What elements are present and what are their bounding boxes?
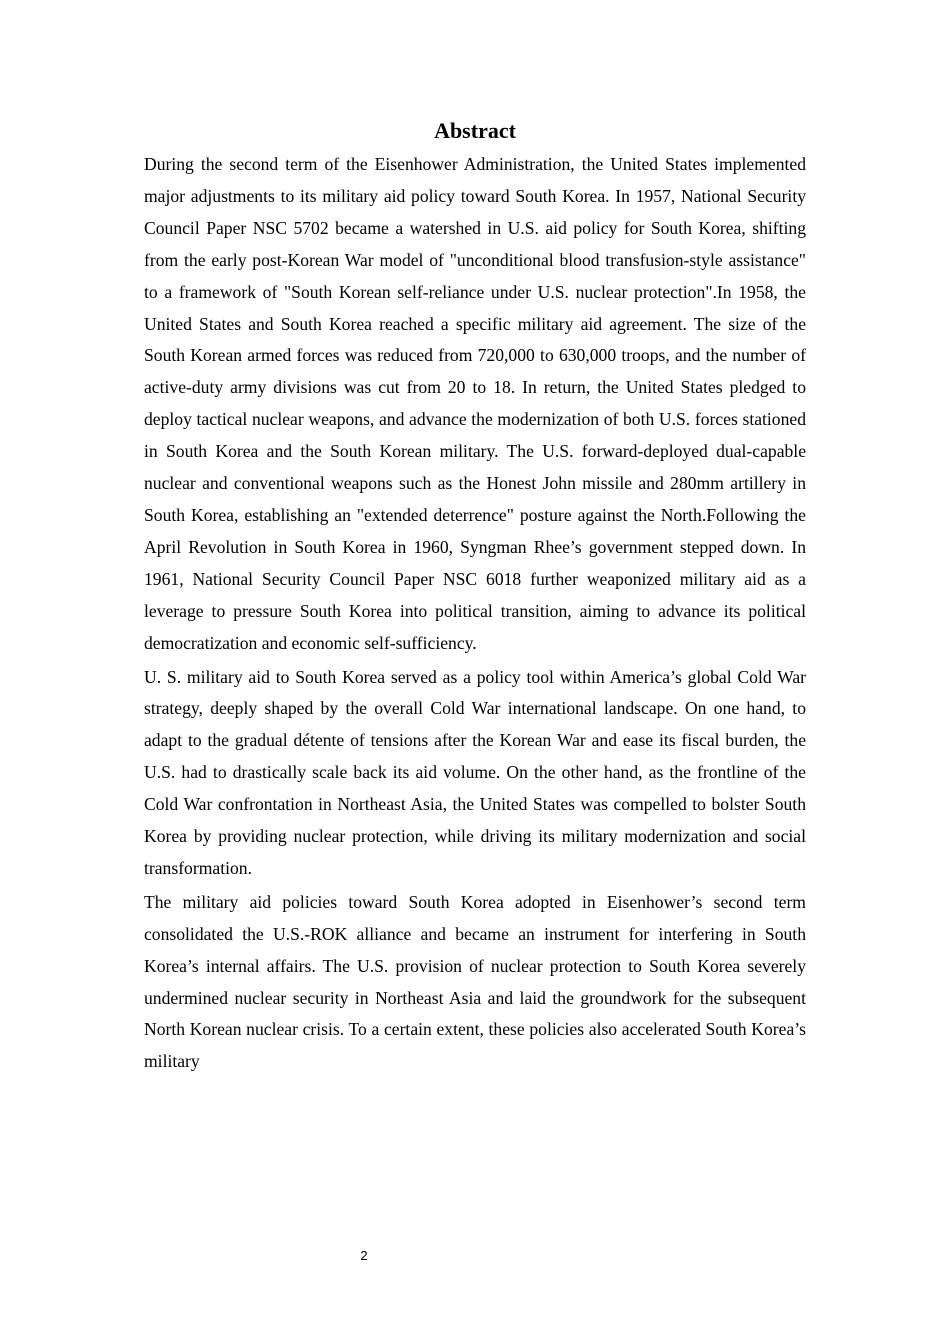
page-title: Abstract bbox=[434, 118, 516, 143]
page-number: 2 bbox=[360, 1248, 368, 1263]
paragraph-2: U. S. military aid to South Korea served as a policy tool within America’s global Cold War strategy, deeply shaped by the overall Cold War international landscape. On one hand, to adapt to the gradual détente of tensions after the Korean War and ease its fiscal burden, the U.S. had to drastically scale back its aid volume. On the other hand, as the frontline of the Cold War confrontation in Northeast Asia, the United States was compelled to bolster South Korea by providing nuclear protection, while driving its military modernization and social transformation. bbox=[144, 666, 806, 878]
abstract-body bbox=[144, 149, 806, 1080]
paragraph-3: The military aid policies toward South Korea adopted in Eisenhower’s second term consolidated the U.S.-ROK alliance and became an instrument for interfering in South Korea’s internal affairs. The U.S. provision of nuclear protection to South Korea severely undermined nuclear security in Northeast Asia and laid the groundwork for the subsequent North Korean nuclear crisis. To a certain extent, these policies also accelerated South Korea’s military bbox=[144, 891, 806, 1072]
paragraph-1: During the second term of the Eisenhower Administration, the United States implemented major adjustments to its military aid policy toward South Korea. In 1957, National Security Council Paper NSC 5702 became a watershed in U.S. aid policy for South Korea, shifting from the early post-Korean War model of "unconditional blood transfusion-style assistance" to a framework of "South Korean self-reliance under U.S. nuclear protection".In 1958, the United States and South Korea reached a specific military aid agreement. The size of the South Korean armed forces was reduced from 720,000 to 630,000 troops, and the number of active-duty army divisions was cut from 20 to 18. In return, the United States pledged to deploy tactical nuclear weapons, and advance the modernization of both U.S. forces stationed in South Korea and the South Korean military. The U.S. forward-deployed dual-capable nuclear and conventional weapons such as the Honest John missile and 280mm artillery in South Korea, establishing an "extended deterrence" posture against the North.Following the April Revolution in South Korea in 1960, Syngman Rhee’s government stepped down. In 1961, National Security Council Paper NSC 6018 further weaponized military aid as a leverage to pressure South Korea into political transition, aiming to advance its political democratization and economic self-sufficiency. bbox=[144, 154, 806, 653]
